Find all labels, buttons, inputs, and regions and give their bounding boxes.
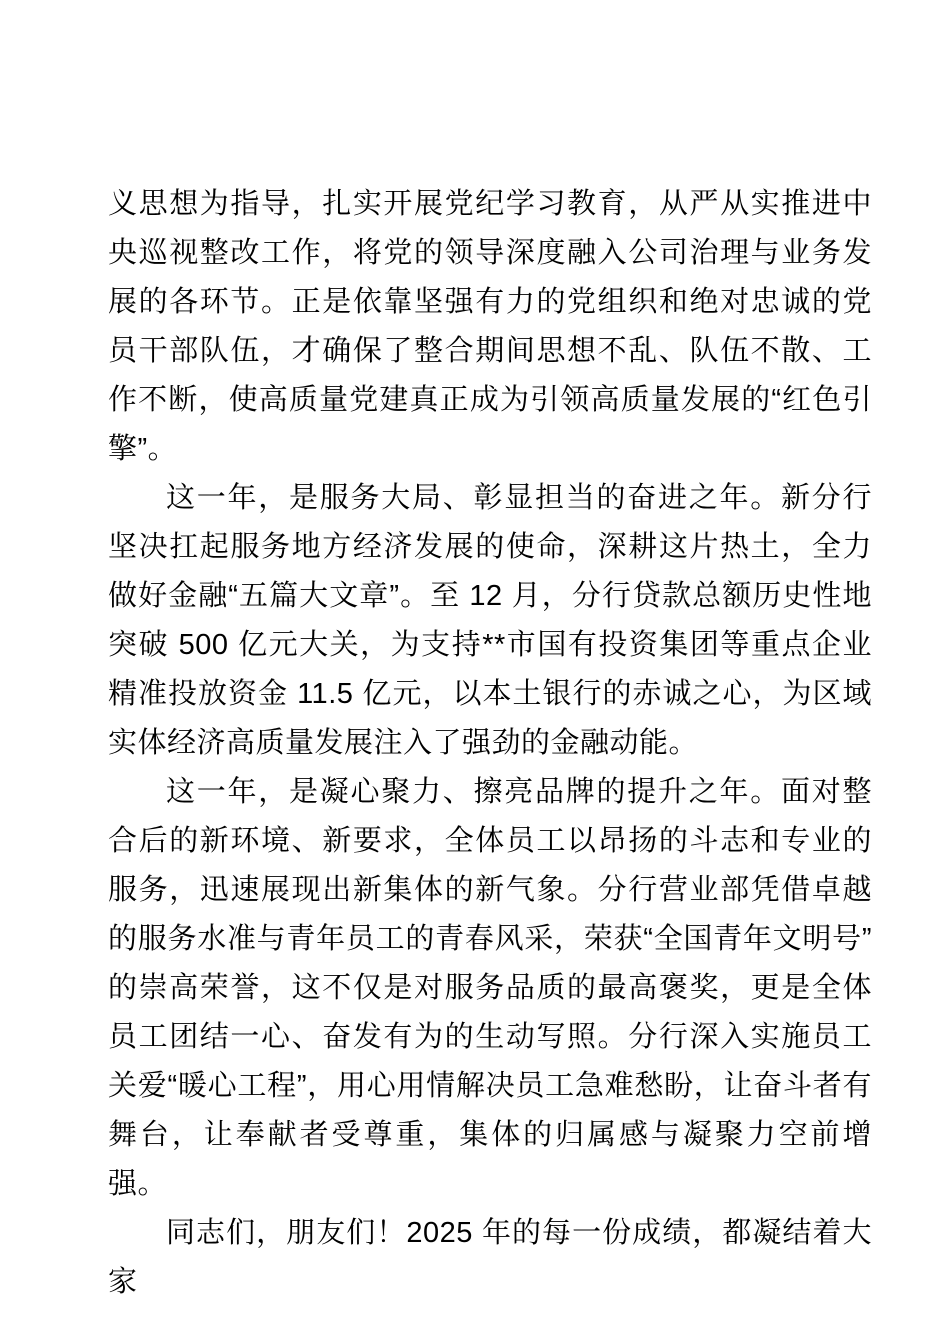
body-paragraph: 义思想为指导，扎实开展党纪学习教育，从严从实推进中央巡视整改工作，将党的领导深度融入公司治理与业务发展的各环节。正是依靠坚强有力的党组织和绝对忠诚的党员干部队伍，才确保了整合期间思想不乱、队伍不散、工作不断，使高质量党建真正成为引领高质量发展的“红色引擎”。 bbox=[108, 188, 872, 465]
body-paragraph: 同志们，朋友们！2025 年的每一份成绩，都凝结着大家 bbox=[108, 1217, 872, 1298]
body-paragraph: 这一年，是服务大局、彰显担当的奋进之年。新分行坚决扛起服务地方经济发展的使命，深耕这片热土，全力做好金融“五篇大文章”。至 12 月，分行贷款总额历史性地突破 500 亿元大关，为支持**市国有投资集团等重点企业精准投放资金 11.5 亿元，以本土银行的赤诚之心，为区域实体经济高质量发展注入了强劲的金融动能。 bbox=[108, 482, 872, 759]
body-paragraph: 这一年，是凝心聚力、擦亮品牌的提升之年。面对整合后的新环境、新要求，全体员工以昂扬的斗志和专业的服务，迅速展现出新集体的新气象。分行营业部凭借卓越的服务水准与青年员工的青春风采，荣获“全国青年文明号”的崇高荣誉，这不仅是对服务品质的最高褒奖，更是全体员工团结一心、奋发有为的生动写照。分行深入实施员工关爱“暖心工程”，用心用情解决员工急难愁盼，让奋斗者有舞台，让奉献者受尊重，集体的归属感与凝聚力空前增强。 bbox=[108, 776, 872, 1200]
document-body bbox=[108, 180, 872, 1307]
